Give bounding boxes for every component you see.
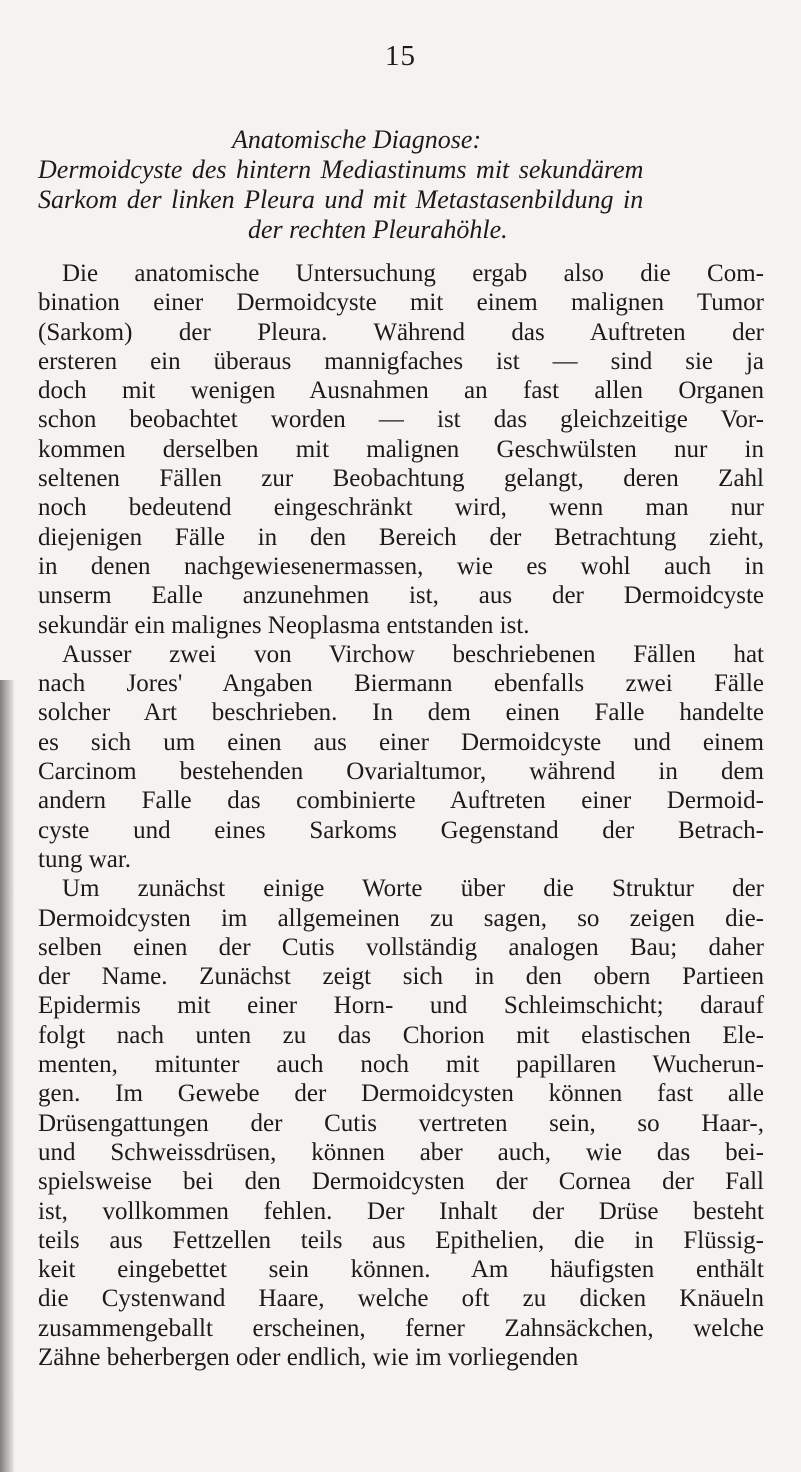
paragraph-3-line: teils aus Fettzellen teils aus Epithelien, die in Flüssig-	[38, 1226, 764, 1254]
page-edge-shadow	[0, 680, 14, 1472]
heading-line-4: der rechten Pleurahöhle.	[248, 215, 508, 244]
paragraph-3-line: Um zunächst einige Worte über die Struktur der	[62, 875, 764, 903]
paragraph-2-line: cyste und eines Sarkoms Gegenstand der Betrach-	[38, 816, 764, 844]
paragraph-3-line: selben einen der Cutis vollständig analogen Bau; daher	[38, 933, 764, 961]
paragraph-1-line: bination einer Dermoidcyste mit einem malignen Tumor	[38, 289, 764, 317]
paragraph-3-line: zusammengeballt erscheinen, ferner Zahnsäckchen, welche	[38, 1314, 764, 1342]
paragraph-3-line: Zähne beherbergen oder endlich, wie im vorliegenden	[38, 1343, 579, 1371]
page-number: 15	[385, 40, 416, 72]
paragraph-1-line: seltenen Fällen zur Beobachtung gelangt, deren Zahl	[38, 465, 764, 493]
paragraph-2-line: andern Falle das combinierte Auftreten einer Dermoid-	[38, 787, 764, 815]
heading-line-3: Sarkom der linken Pleura und mit Metastasenbildung in	[38, 185, 644, 214]
paragraph-3-line: und Schweissdrüsen, können aber auch, wie das bei-	[38, 1138, 764, 1166]
paragraph-3-line: Epidermis mit einer Horn- und Schleimschicht; darauf	[38, 992, 764, 1020]
paragraph-1-line: Die anatomische Untersuchung ergab also die Com-	[62, 260, 764, 287]
paragraph-1-line: in denen nachgewiesenermassen, wie es wohl auch in	[38, 552, 764, 580]
paragraph-3-line: keit eingebettet sein können. Am häufigsten enthält	[38, 1256, 764, 1284]
paragraph-1-line: (Sarkom) der Pleura. Während das Auftreten der	[38, 318, 764, 346]
paragraph-2-line: tung war.	[38, 845, 132, 873]
paragraph-1-line: kommen derselben mit malignen Geschwülsten nur in	[38, 435, 764, 463]
paragraph-3-line: Dermoidcysten im allgemeinen zu sagen, so zeigen die-	[38, 904, 764, 932]
paragraph-3-line: folgt nach unten zu das Chorion mit elastischen Ele-	[38, 1021, 764, 1049]
paragraph-1-line: diejenigen Fälle in den Bereich der Betrachtung zieht,	[38, 523, 764, 551]
heading-line-1: Anatomische Diagnose:	[232, 125, 482, 154]
paragraph-1-line: schon beobachtet worden — ist das gleichzeitige Vor-	[38, 406, 764, 434]
paragraph-1-line: sekundär ein malignes Neoplasma entstanden ist.	[38, 611, 530, 639]
paragraph-1-line: ersteren ein überaus mannigfaches ist — sind sie ja	[38, 347, 764, 375]
paragraph-3-line: der Name. Zunächst zeigt sich in den obern Partieen	[38, 963, 764, 991]
paragraph-3-line: Drüsengattungen der Cutis vertreten sein, so Haar-,	[38, 1109, 764, 1137]
paragraph-1-line: unserm Ealle anzunehmen ist, aus der Dermoidcyste	[38, 582, 764, 610]
heading-line-2: Dermoidcyste des hintern Mediastinums mit sekundärem	[38, 155, 644, 184]
paragraph-3-line: gen. Im Gewebe der Dermoidcysten können fast alle	[38, 1080, 764, 1108]
paragraph-2-line: Carcinom bestehenden Ovarialtumor, während in dem	[38, 758, 764, 786]
paragraph-3-line: die Cystenwand Haare, welche oft zu dicken Knäueln	[38, 1285, 764, 1313]
paragraph-3-line: ist, vollkommen fehlen. Der Inhalt der Drüse besteht	[38, 1197, 764, 1225]
paragraph-1-line: noch bedeutend eingeschränkt wird, wenn man nur	[38, 494, 764, 522]
paragraph-3-line: menten, mitunter auch noch mit papillaren Wucherun-	[38, 1051, 764, 1079]
paragraph-2-line: es sich um einen aus einer Dermoidcyste und einem	[38, 728, 764, 756]
paragraph-3-line: spielsweise bei den Dermoidcysten der Cornea der Fall	[38, 1168, 764, 1196]
paragraph-2-line: nach Jores' Angaben Biermann ebenfalls zwei Fälle	[38, 670, 764, 698]
paragraph-1-line: doch mit wenigen Ausnahmen an fast allen Organen	[38, 377, 764, 405]
paragraph-2-line: Ausser zwei von Virchow beschriebenen Fällen hat	[62, 640, 764, 668]
paragraph-2-line: solcher Art beschrieben. In dem einen Falle handelte	[38, 699, 764, 727]
body-text	[38, 259, 764, 1372]
